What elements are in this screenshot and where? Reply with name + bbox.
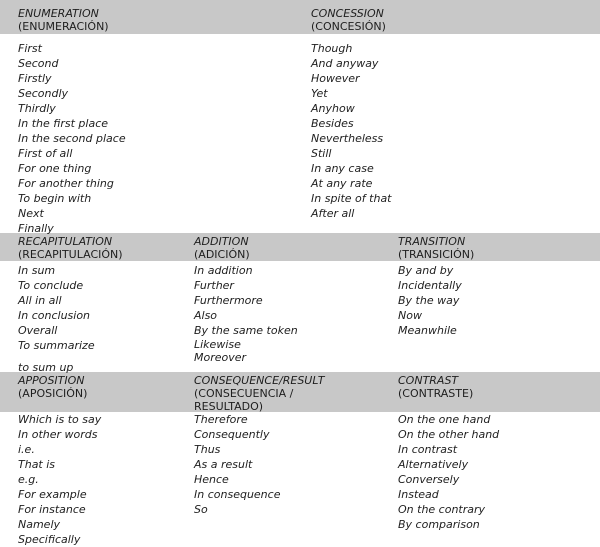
list-item: Thirdly [18, 102, 56, 115]
list-item: To summarize [18, 339, 95, 352]
list-item: By the way [398, 294, 460, 307]
contrast-subtitle: (CONTRASTE) [398, 387, 474, 400]
addition-header [194, 235, 298, 261]
recapitulation-extra-item: to sum up [18, 361, 74, 374]
list-item: In consequence [194, 488, 281, 501]
list-item: Finally [18, 222, 54, 235]
list-item: Alternatively [398, 458, 469, 471]
list-item: On the other hand [398, 428, 500, 441]
list-item: Therefore [194, 413, 248, 426]
addition-column [194, 235, 298, 364]
list-item: Still [311, 147, 332, 160]
list-item: By comparison [398, 518, 480, 531]
list-item: In spite of that [311, 192, 392, 205]
transition-column [398, 235, 474, 338]
list-item: And anyway [311, 57, 379, 70]
list-item: Thus [194, 443, 221, 456]
list-item: Nevertheless [311, 132, 384, 145]
list-item: To conclude [18, 279, 84, 292]
list-item: For instance [18, 503, 86, 516]
contrast-header [398, 374, 499, 400]
list-item: Consequently [194, 428, 270, 441]
list-item: Further [194, 279, 234, 292]
apposition-header [18, 374, 101, 400]
enumeration-title: ENUMERATION [18, 7, 99, 20]
enumeration-subtitle: (ENUMERACIÓN) [18, 20, 109, 33]
list-item: Also [194, 309, 218, 322]
concession-header [311, 7, 392, 33]
list-item: Specifically [18, 533, 81, 546]
list-item: For example [18, 488, 87, 501]
list-item: In the second place [18, 132, 126, 145]
contrast-title: CONTRAST [398, 374, 459, 387]
transition-title: TRANSITION [398, 235, 466, 248]
concession-list [311, 41, 392, 221]
list-item: Which is to say [18, 413, 102, 426]
list-item: Conversely [398, 473, 460, 486]
list-item: Next [18, 207, 44, 220]
enumeration-list [18, 41, 126, 236]
concession-column [311, 7, 392, 221]
transition-list [398, 263, 474, 338]
consequence-column [194, 374, 324, 517]
consequence-subtitle: (CONSECUENCIA / [194, 387, 294, 400]
list-item: In addition [194, 264, 253, 277]
concession-title: CONCESSION [311, 7, 384, 20]
list-item: Secondly [18, 87, 69, 100]
apposition-list [18, 412, 101, 547]
list-item: At any rate [311, 177, 373, 190]
list-item: Moreover [194, 351, 247, 364]
list-item: Yet [311, 87, 328, 100]
list-item: First [18, 42, 42, 55]
list-item: Firstly [18, 72, 52, 85]
concession-subtitle: (CONCESIÓN) [311, 20, 386, 33]
list-item: In other words [18, 428, 98, 441]
consequence-subtitle-line2: RESULTADO) [194, 400, 264, 413]
list-item: All in all [18, 294, 62, 307]
list-item: On the contrary [398, 503, 486, 516]
list-item: Incidentally [398, 279, 462, 292]
list-item: For one thing [18, 162, 92, 175]
list-item: As a result [194, 458, 253, 471]
addition-list [194, 263, 298, 364]
list-item: After all [311, 207, 355, 220]
list-item: Besides [311, 117, 354, 130]
list-item: In sum [18, 264, 56, 277]
addition-subtitle: (ADICIÓN) [194, 248, 250, 261]
list-item: Hence [194, 473, 229, 486]
transition-header [398, 235, 474, 261]
enumeration-column [18, 7, 126, 236]
recapitulation-list [18, 263, 123, 353]
addition-title: ADDITION [194, 235, 249, 248]
recapitulation-subtitle: (RECAPITULACIÓN) [18, 248, 123, 261]
list-item: Though [311, 42, 353, 55]
recapitulation-header [18, 235, 123, 261]
transition-subtitle: (TRANSICIÓN) [398, 248, 475, 261]
list-item: i.e. [18, 443, 35, 456]
list-item: Overall [18, 324, 58, 337]
list-item: e.g. [18, 473, 39, 486]
enumeration-header [18, 7, 126, 33]
list-item: By the same token [194, 324, 298, 337]
list-item: Meanwhile [398, 324, 457, 337]
list-item: Anyhow [311, 102, 355, 115]
contrast-list [398, 412, 499, 532]
list-item: Now [398, 309, 422, 322]
list-item: First of all [18, 147, 73, 160]
apposition-subtitle: (APOSICIÓN) [18, 387, 88, 400]
list-item: That is [18, 458, 56, 471]
apposition-column [18, 374, 101, 547]
list-item: In the first place [18, 117, 109, 130]
list-item: However [311, 72, 360, 85]
consequence-header [194, 374, 324, 413]
list-item: To begin with [18, 192, 92, 205]
list-item: Namely [18, 518, 61, 531]
list-item: So [194, 503, 208, 516]
consequence-title: CONSEQUENCE/RESULT [194, 374, 325, 387]
apposition-title: APPOSITION [18, 374, 85, 387]
list-item: Furthermore [194, 294, 263, 307]
list-item: In any case [311, 162, 374, 175]
list-item: Instead [398, 488, 439, 501]
list-item: In contrast [398, 443, 458, 456]
list-item: Second [18, 57, 59, 70]
consequence-list [194, 412, 324, 517]
list-item: Likewise [194, 338, 241, 351]
contrast-column [398, 374, 499, 532]
list-item: By and by [398, 264, 454, 277]
list-item: In conclusion [18, 309, 91, 322]
list-item: For another thing [18, 177, 114, 190]
recapitulation-title: RECAPITULATION [18, 235, 113, 248]
list-item: On the one hand [398, 413, 491, 426]
recapitulation-column [18, 235, 123, 353]
